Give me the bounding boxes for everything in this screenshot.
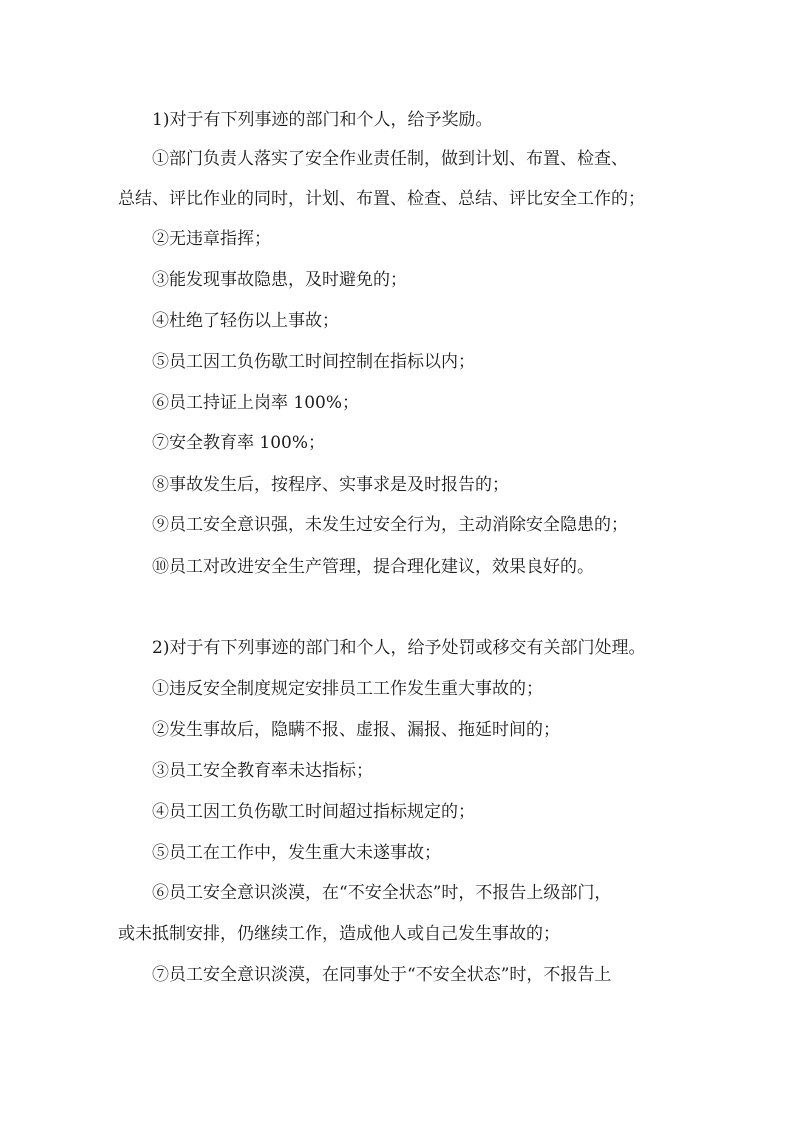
penalty-item-6-cont: 或未抵制安排，仍继续工作，造成他人或自己发生事故的； (118, 924, 560, 944)
reward-item-7: ⑦安全教育率 100%； (152, 433, 326, 453)
section-1-heading: 1)对于有下列事迹的部门和个人，给予奖励。 (152, 110, 493, 130)
penalty-item-1: ①违反安全制度规定安排员工工作发生重大事故的； (152, 679, 543, 699)
reward-item-4: ④杜绝了轻伤以上事故； (152, 311, 339, 331)
penalty-item-5: ⑤员工在工作中，发生重大未遂事故； (152, 843, 441, 863)
penalty-item-4: ④员工因工负伤歇工时间超过指标规定的； (152, 802, 475, 822)
reward-item-6: ⑥员工持证上岗率 100%； (152, 393, 360, 413)
reward-item-9: ⑨员工安全意识强，未发生过安全行为，主动消除安全隐患的； (152, 515, 628, 535)
section-2-heading: 2)对于有下列事迹的部门和个人，给予处罚或移交有关部门处理。 (152, 638, 646, 658)
penalty-item-3: ③员工安全教育率未达指标； (152, 761, 373, 781)
reward-item-10: ⑩员工对改进安全生产管理，提合理化建议，效果良好的。 (152, 557, 594, 577)
reward-item-1: ①部门负责人落实了安全作业责任制，做到计划、布置、检查、 (152, 149, 628, 169)
penalty-item-6: ⑥员工安全意识淡漠，在“不安全状态”时，不报告上级部门， (152, 883, 612, 903)
reward-item-8: ⑧事故发生后，按程序、实事求是及时报告的； (152, 475, 509, 495)
reward-item-2: ②无违章指挥； (152, 229, 271, 249)
reward-item-3: ③能发现事故隐患，及时避免的； (152, 270, 407, 290)
penalty-item-2: ②发生事故后，隐瞒不报、虚报、漏报、拖延时间的； (152, 720, 560, 740)
reward-item-5: ⑤员工因工负伤歇工时间控制在指标以内； (152, 352, 475, 372)
penalty-item-7: ⑦员工安全意识淡漠，在同事处于“不安全状态”时，不报告上 (152, 965, 612, 985)
reward-item-1-cont: 总结、评比作业的同时，计划、布置、检查、总结、评比安全工作的； (118, 189, 645, 209)
